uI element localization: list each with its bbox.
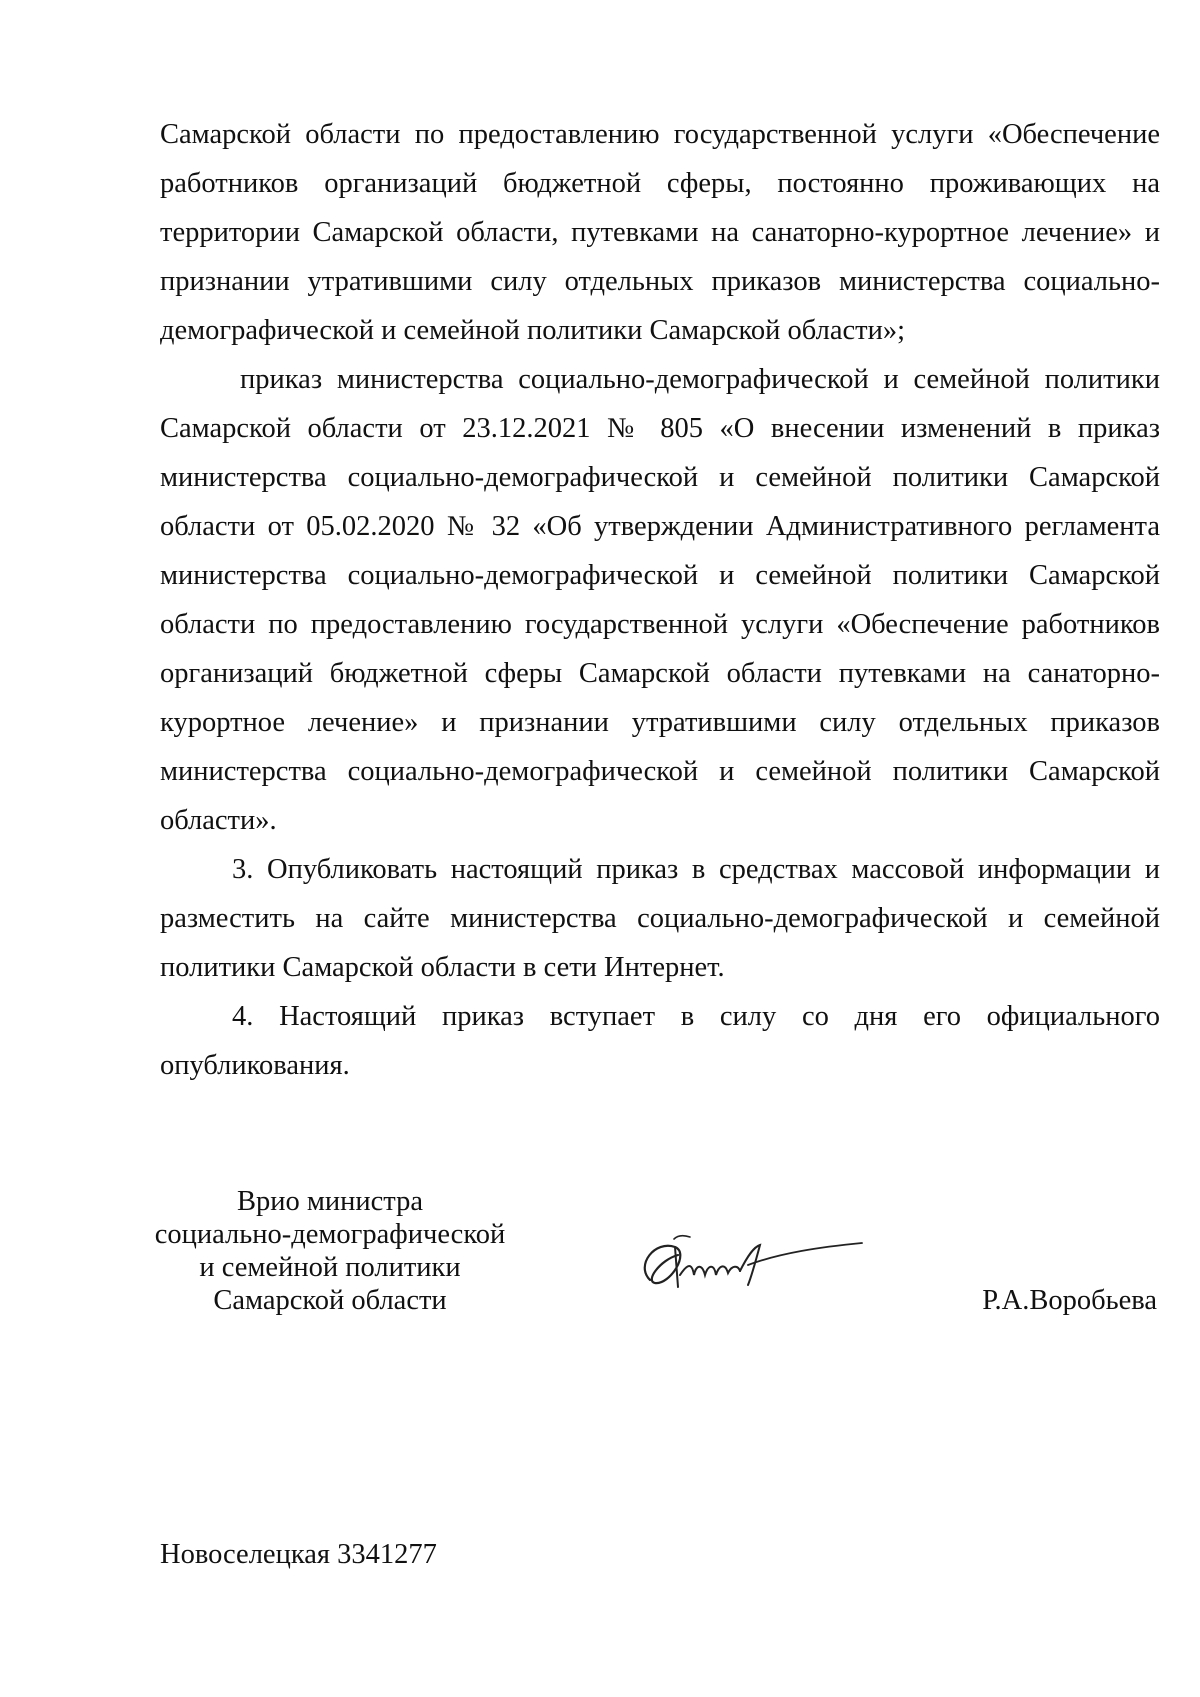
paragraph-item-4: 4. Настоящий приказ вступает в силу со дня его официального опубликования.: [160, 1001, 1160, 1081]
signatory-title-line-1: Врио министра: [236, 1186, 424, 1217]
paragraph-item-3: 3. Опубликовать настоящий приказ в средствах массовой информации и разместить на сайте министерства социально-демографической и семейной политики Самарской области в сети Интернет.: [160, 854, 1160, 983]
executor-contact: Новоселецкая 3341277: [160, 1539, 437, 1570]
signatory-title: [150, 1185, 510, 1317]
paragraph-continuation: Самарской области по предоставлению государственной услуги «Обеспечение работников организаций бюджетной сферы, постоянно проживающих на территории Самарской области, путевками на санаторно-курортное лечение» и признании утратившими силу отдельных приказов министерства социально-демографической и семейной политики Самарской области»;: [160, 119, 1160, 346]
signatory-title-line-3: и семейной политики: [199, 1252, 461, 1283]
handwritten-signature: [630, 1225, 870, 1305]
document-body: [160, 110, 1160, 1090]
paragraph-order-805: приказ министерства социально-демографической и семейной политики Самарской области от 23.12.2021 № 805 «О внесении изменений в приказ министерства социально-демографической и семейной политики Самарской области от 05.02.2020 № 32 «Об утверждении Административного регламента министерства социально-демографической и семейной политики Самарской области по предоставлению государственной услуги «Обеспечение работников организаций бюджетной сферы Самарской области путевками на санаторно-курортное лечение» и признании утратившими силу отдельных приказов министерства социально-демографической и семейной политики Самарской области».: [160, 364, 1160, 836]
signatory-title-line-2: социально-демографической: [154, 1219, 506, 1250]
signatory-title-line-4: Самарской области: [213, 1285, 447, 1316]
signatory-name: Р.А.Воробьева: [982, 1285, 1157, 1316]
